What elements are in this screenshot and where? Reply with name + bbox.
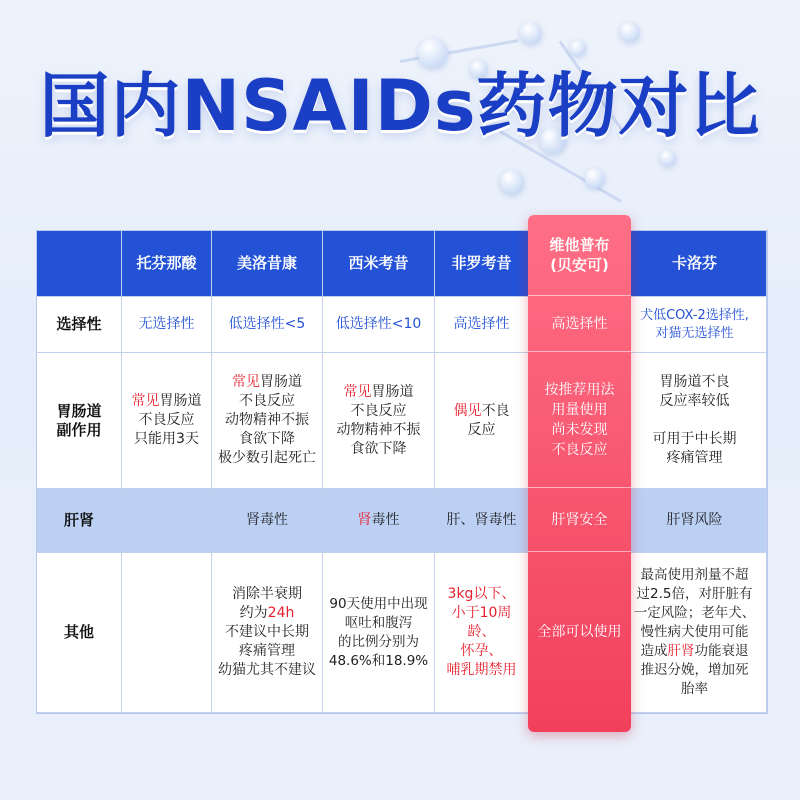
gi-tolfenamic-warn: 常见 [131, 393, 160, 409]
header-carprofen: 卡洛芬 [623, 231, 767, 297]
molecule-bubble [585, 168, 605, 188]
gi-firocoxib [435, 353, 529, 489]
header-cimicoxib: 西米考昔 [323, 231, 435, 297]
row-label-liver: 肝肾 [37, 489, 122, 553]
header-tolfenamic: 托芬那酸 [122, 231, 212, 297]
gi-firocoxib-warn: 偶见 [453, 402, 482, 419]
gi-meloxicam-warn: 常见 [232, 374, 260, 390]
molecule-bubble [520, 22, 542, 44]
page-title: 国内NSAIDs药物对比 [39, 65, 761, 147]
gi-meloxicam [212, 353, 323, 489]
liver-cimicoxib [323, 489, 435, 553]
gi-cimicoxib [323, 353, 435, 489]
other-meloxicam-warn: 24h [267, 605, 295, 621]
molecule-bubble [660, 150, 676, 166]
other-carprofen-text-a: 最高使用剂量不超 过2.5倍，对肝脏有 一定风险；老年犬、 慢性病犬使用可能 造成 [633, 567, 756, 659]
gi-tolfenamic [122, 353, 212, 489]
liver-firocoxib: 肝、肾毒性 [435, 489, 529, 553]
other-cimicoxib: 90天使用中出现 呕吐和腹泻 的比例分别为 48.6%和18.9% [323, 553, 435, 713]
other-tolfenamic [122, 553, 212, 713]
header-corner [37, 231, 122, 297]
header-firocoxib: 非罗考昔 [435, 231, 529, 297]
selectivity-meloxicam: 低选择性<5 [212, 297, 323, 353]
row-label-gi: 胃肠道 副作用 [37, 353, 122, 489]
liver-cimicoxib-text: 毒性 [371, 512, 400, 528]
liver-carprofen: 肝肾风险 [623, 489, 767, 553]
row-label-other: 其他 [37, 553, 122, 713]
gi-meloxicam-text: 胃肠道 不良反应 动物精神不振 食欲下降 极少数引起死亡 [218, 374, 316, 466]
other-meloxicam-text-a: 消除半衰期 约为 [232, 586, 302, 621]
selectivity-carprofen: 犬低COX-2选择性, 对猫无选择性 [623, 297, 767, 353]
header-vitapreb: 维他普布 (贝安可) [528, 215, 631, 296]
other-vitapreb: 全部可以使用 [537, 624, 622, 640]
liver-vitapreb: 肝肾安全 [528, 488, 631, 552]
gi-vitapreb: 按推荐用法 用量使用 尚未发现 不良反应 [528, 352, 631, 488]
liver-cimicoxib-warn: 肾 [357, 512, 372, 528]
other-carprofen-text-b: 功能衰退 推迟分娩，增加死 胎率 [640, 643, 749, 697]
other-meloxicam [212, 553, 323, 713]
selectivity-firocoxib: 高选择性 [435, 297, 529, 353]
selectivity-cimicoxib: 低选择性<10 [323, 297, 435, 353]
molecule-bubble [620, 22, 640, 42]
gi-cimicoxib-warn: 常见 [343, 383, 372, 400]
liver-meloxicam: 肾毒性 [212, 489, 323, 553]
gi-carprofen: 胃肠道不良 反应率较低 可用于中长期 疼痛管理 [623, 353, 767, 489]
comparison-table [36, 230, 768, 714]
gi-firocoxib-text: 不良 反应 [467, 402, 510, 438]
gi-tolfenamic-text: 胃肠道 不良反应 只能用3天 [134, 393, 202, 447]
liver-tolfenamic [122, 489, 212, 553]
molecule-bubble [500, 170, 524, 194]
selectivity-vitapreb: 高选择性 [528, 296, 631, 352]
gi-cimicoxib-text: 胃肠道 不良反应 动物精神不振 食欲下降 [336, 383, 421, 457]
other-meloxicam-text-b: 不建议中长期 疼痛管理 幼猫尤其不建议 [218, 624, 316, 678]
header-meloxicam: 美洛昔康 [212, 231, 323, 297]
row-label-selectivity: 选择性 [37, 297, 122, 353]
other-carprofen-warn: 肝肾 [667, 643, 695, 659]
selectivity-tolfenamic: 无选择性 [122, 297, 212, 353]
other-firocoxib: 3kg以下、 小于10周龄、 怀孕、 哺乳期禁用 [435, 553, 529, 713]
other-carprofen [623, 553, 767, 713]
